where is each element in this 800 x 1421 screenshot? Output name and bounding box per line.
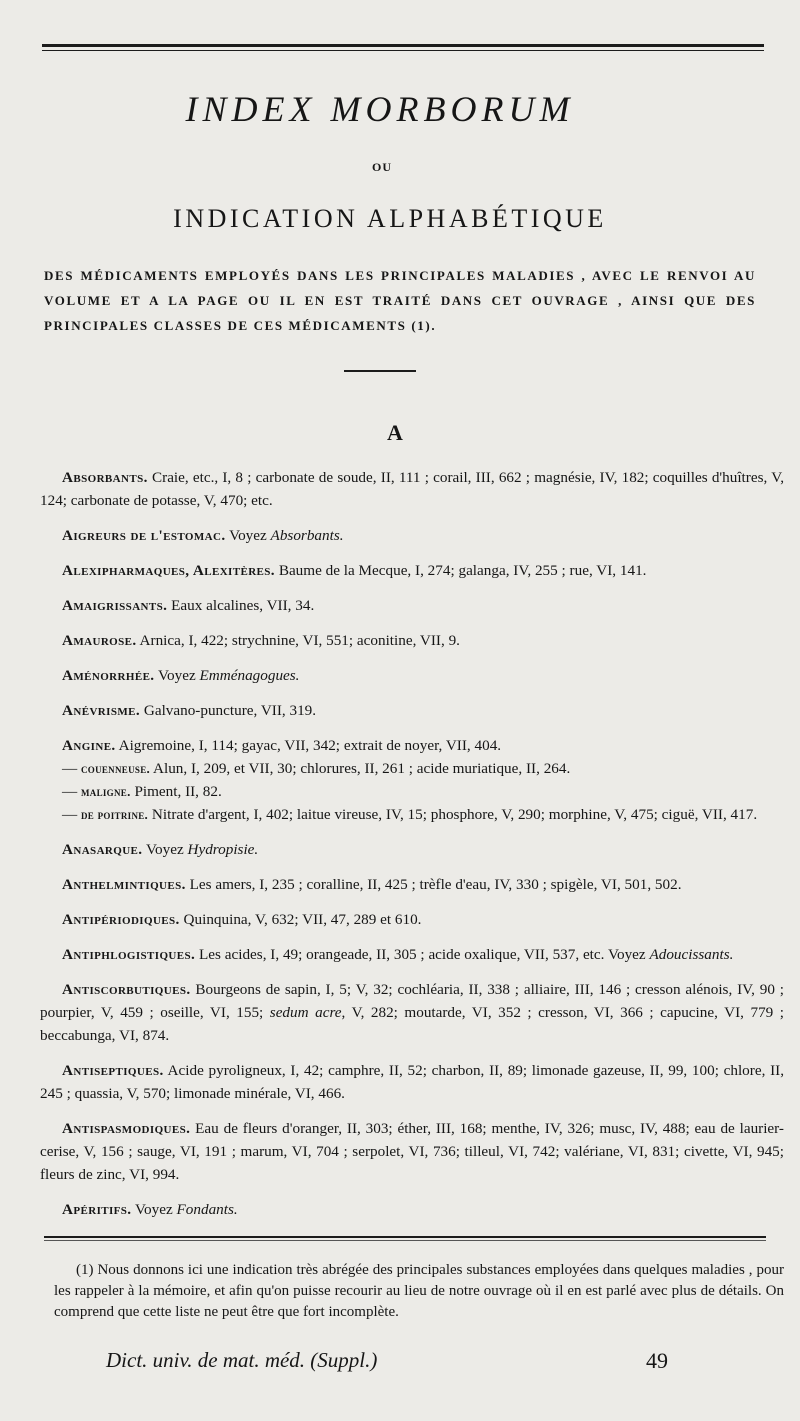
signature-line: Dict. univ. de mat. méd. (Suppl.) xyxy=(106,1348,378,1372)
entry-text: Les acides, I, 49; orangeade, II, 305 ; acide oxalique, VII, 537, etc. Voyez xyxy=(195,946,650,963)
entry-text: Voyez xyxy=(154,667,200,684)
subentry-text: Piment, II, 82. xyxy=(130,783,222,800)
entry-term: Alexipharmaques, Alexitères. xyxy=(62,562,276,579)
page-subtitle: INDICATION ALPHABÉTIQUE xyxy=(173,204,607,233)
entry-term: Antipériodiques. xyxy=(62,911,180,928)
entry-term: Aigreurs de l'estomac. xyxy=(62,527,226,544)
subentry-text: Alun, I, 209, et VII, 30; chlorures, II, 261 ; acide muriatique, II, 264. xyxy=(150,760,571,777)
index-entry xyxy=(40,466,784,512)
subentry-dash: — xyxy=(62,760,81,777)
entry-reference: Hydropisie. xyxy=(187,841,259,858)
entry-text: Voyez xyxy=(131,1201,177,1218)
footnote-rule-thin xyxy=(44,1240,766,1241)
entry-text: Aigremoine, I, 114; gayac, VII, 342; extrait de noyer, VII, 404. xyxy=(115,737,502,754)
index-subentry xyxy=(40,757,784,780)
entry-term: Aménorrhée. xyxy=(62,667,155,684)
entry-term: Anthelmintiques. xyxy=(62,876,186,893)
subentry-term: couenneuse. xyxy=(80,761,151,776)
subentry-text: Nitrate d'argent, I, 402; laitue vireuse, IV, 15; phosphore, V, 290; morphine, V, 475; ciguë, VII, 417. xyxy=(148,806,758,823)
entry-text: Bourgeons de sapin, I, 5; V, 32; cochléaria, II, 338 ; alliaire, III, 146 ; cresson alénois, IV, 90 ; pourpier, V, 459 ; oseille, VI, 155; xyxy=(40,981,784,1021)
section-divider xyxy=(344,370,416,372)
entry-text: Arnica, I, 422; strychnine, VI, 551; aconitine, VII, 9. xyxy=(136,632,460,649)
index-entry xyxy=(40,1198,784,1221)
entry-term: Anévrisme. xyxy=(62,702,141,719)
entry-term: Amaigrissants. xyxy=(62,597,168,614)
entry-reference: Emménagogues. xyxy=(199,667,300,684)
subentry-term: maligne. xyxy=(80,784,131,799)
entry-term: Antiphlogistiques. xyxy=(62,946,196,963)
entry-term: Antiscorbutiques. xyxy=(62,981,191,998)
index-entry xyxy=(40,629,784,652)
entry-text: Eaux alcalines, VII, 34. xyxy=(167,597,315,614)
footnote: (1) Nous donnons ici une indication très abrégée des principales substances employées dans quelques maladies , pour les rappeler à la mémoire, et afin qu'on puisse recourir au lieu de notre ouvrage où il en est parlé avec plus de détails. On comprend que cette liste ne peut être que fort incomplète. xyxy=(54,1262,784,1320)
index-entry xyxy=(40,908,784,931)
entry-term: Absorbants. xyxy=(62,469,148,486)
entry-reference: Fondants. xyxy=(176,1201,238,1218)
entry-text: Voyez xyxy=(225,527,271,544)
index-entry xyxy=(40,943,784,966)
index-entry xyxy=(40,978,784,1047)
entry-term: Angine. xyxy=(62,737,116,754)
index-entry xyxy=(40,664,784,687)
entry-text: Baume de la Mecque, I, 274; galanga, IV, 255 ; rue, VI, 141. xyxy=(275,562,647,579)
index-subentry xyxy=(40,780,784,803)
index-entry xyxy=(40,1117,784,1186)
entry-term: Apéritifs. xyxy=(62,1201,132,1218)
page-number: 49 xyxy=(646,1348,668,1373)
entry-text: Eau de fleurs d'oranger, II, 303; éther, III, 168; menthe, IV, 326; musc, IV, 488; eau de laurier-cerise, V, 156 ; sauge, VI, 191 ; marum, VI, 704 ; serpolet, VI, 736; tilleul, VI, 742; valériane, VI, 831; civette, VI, 945; fleurs de zinc, VI, 994. xyxy=(40,1120,784,1183)
entry-text: Galvano-puncture, VII, 319. xyxy=(140,702,317,719)
index-entry xyxy=(40,559,784,582)
entry-text: Acide pyroligneux, I, 42; camphre, II, 52; charbon, II, 89; limonade gazeuse, II, 99, 100; chlore, II, 245 ; quassia, V, 570; limonade minérale, VI, 466. xyxy=(40,1062,784,1102)
entry-text: Voyez xyxy=(142,841,188,858)
index-entries xyxy=(40,466,784,1233)
subentry-term: de poitrine. xyxy=(80,807,149,822)
entry-reference: Adoucissants. xyxy=(649,946,734,963)
entry-text: Craie, etc., I, 8 ; carbonate de soude, II, 111 ; corail, III, 662 ; magnésie, IV, 182; coquilles d'huîtres, V, 124; carbonate de potasse, V, 470; etc. xyxy=(40,469,784,509)
subentry-dash: — xyxy=(62,806,81,823)
top-rule-thick xyxy=(42,44,764,47)
entry-text: , V, 282; moutarde, VI, 352 ; cresson, VI, 366 ; capucine, VI, 779 ; beccabunga, VI, 874. xyxy=(40,1004,784,1044)
entry-reference: Absorbants. xyxy=(270,527,344,544)
footnote-rule xyxy=(44,1236,766,1238)
index-entry xyxy=(40,838,784,861)
title-conjunction: OU xyxy=(372,160,392,174)
title-description: DES MÉDICAMENTS EMPLOYÉS DANS LES PRINCIPALES MALADIES , AVEC LE RENVOI AU VOLUME ET A LA PAGE OU IL EN EST TRAITÉ DANS CET OUVRAGE , AINSI QUE DES PRINCIPALES CLASSES DE CES MÉDICAMENTS (1). xyxy=(44,268,756,333)
subentry-dash: — xyxy=(62,783,81,800)
entry-term: Anasarque. xyxy=(62,841,143,858)
page-title: INDEX MORBORUM xyxy=(185,89,575,129)
index-subentry xyxy=(40,803,784,826)
index-entry xyxy=(40,873,784,896)
entry-text: Quinquina, V, 632; VII, 47, 289 et 610. xyxy=(179,911,422,928)
entry-text: Les amers, I, 235 ; coralline, II, 425 ; trèfle d'eau, IV, 330 ; spigèle, VI, 501, 502. xyxy=(185,876,682,893)
entry-term: Amaurose. xyxy=(62,632,137,649)
index-entry xyxy=(40,594,784,617)
index-entry xyxy=(40,1059,784,1105)
index-entry xyxy=(40,524,784,547)
index-entry xyxy=(40,734,784,757)
top-rule-thin xyxy=(42,50,764,51)
entry-term: Antispasmodiques. xyxy=(62,1120,191,1137)
index-entry xyxy=(40,699,784,722)
section-letter: A xyxy=(387,420,403,445)
entry-italic-substance: sedum acre xyxy=(269,1004,342,1021)
entry-term: Antiseptiques. xyxy=(62,1062,164,1079)
